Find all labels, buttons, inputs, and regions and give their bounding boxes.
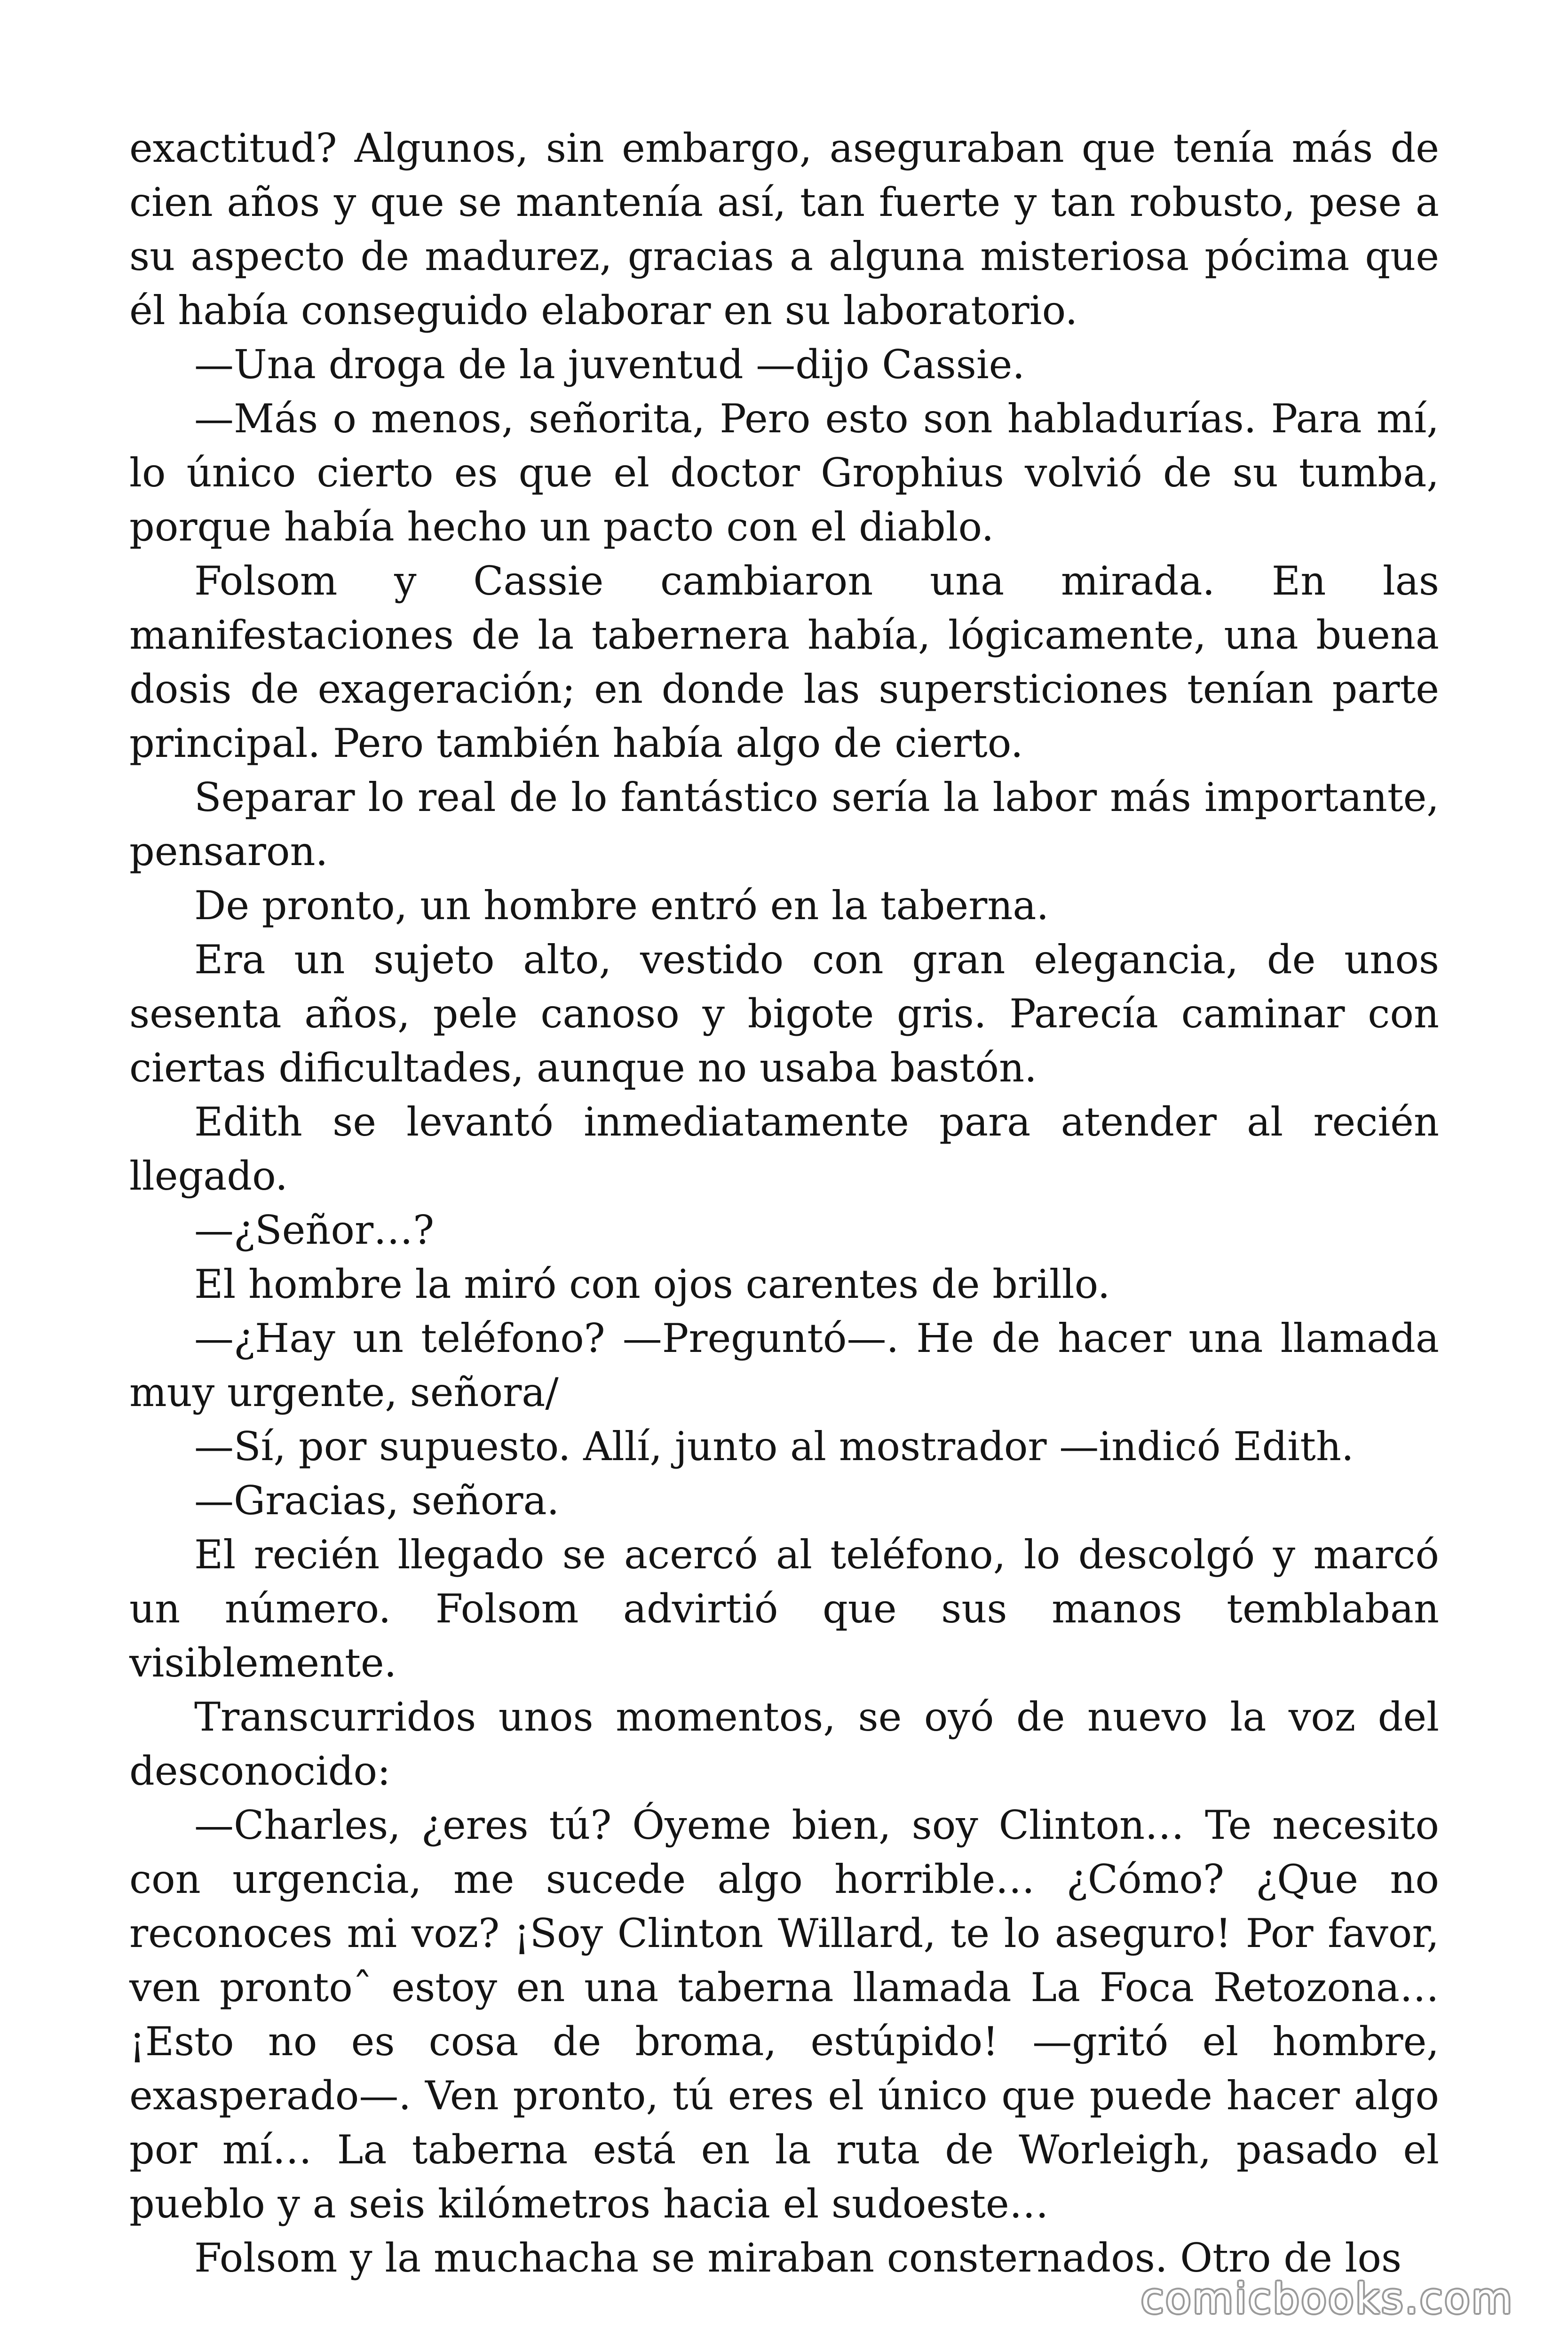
paragraph: Separar lo real de lo fantástico sería la labor más importante, pensaron. [129, 774, 1439, 874]
paragraph: —Sí, por supuesto. Allí, junto al mostrador —indicó Edith. [194, 1423, 1354, 1470]
paragraph: Transcurridos unos momentos, se oyó de nuevo la voz del desconocido: [129, 1694, 1439, 1794]
paragraph: —¿Señor…? [194, 1207, 435, 1253]
paragraph: Folsom y la muchacha se miraban consternados. Otro de los [194, 2235, 1402, 2281]
paragraph: Edith se levantó inmediatamente para atender al recién llegado. [129, 1099, 1439, 1199]
paragraph: —Una droga de la juventud —dijo Cassie. [194, 342, 1025, 388]
paragraph: —Gracias, señora. [194, 1478, 560, 1524]
paragraph: —Más o menos, señorita, Pero esto son habladurías. Para mí, lo único cierto es que el doctor Grophius volvió de su tumba, porque había hecho un pacto con el diablo. [129, 396, 1439, 550]
paragraph: Era un sujeto alto, vestido con gran elegancia, de unos sesenta años, pele canoso y bigote gris. Parecía caminar con ciertas dificultades, aunque no usaba bastón. [129, 937, 1439, 1091]
page-body-text [129, 121, 1439, 2285]
paragraph: —¿Hay un teléfono? —Preguntó—. He de hacer una llamada muy urgente, señora/ [129, 1315, 1439, 1415]
watermark-text: comicbooks.com [1140, 2274, 1514, 2323]
paragraph: Folsom y Cassie cambiaron una mirada. En las manifestaciones de la tabernera había, lógicamente, una buena dosis de exageración; en donde las supersticiones tenían parte principal. Pero también había algo de cierto. [129, 558, 1439, 766]
paragraph: —Charles, ¿eres tú? Óyeme bien, soy Clinton… Te necesito con urgencia, me sucede algo horrible… ¿Cómo? ¿Que no reconoces mi voz? ¡Soy Clinton Willard, te lo aseguro! Por favor, ven prontoˆ estoy en una taberna llamada La Foca Retozona… ¡Esto no es cosa de broma, estúpido! —gritó el hombre, exasperado—. Ven pronto, tú eres el único que puede hacer algo por mí… La taberna está en la ruta de Worleigh, pasado el pueblo y a seis kilómetros hacia el sudoeste… [129, 1802, 1439, 2227]
paragraph: El hombre la miró con ojos carentes de brillo. [194, 1261, 1110, 1307]
paragraph: El recién llegado se acercó al teléfono, lo descolgó y marcó un número. Folsom advirtió que sus manos temblaban visiblemente. [129, 1532, 1439, 1686]
paragraph: De pronto, un hombre entró en la taberna. [194, 882, 1049, 929]
paragraph: exactitud? Algunos, sin embargo, aseguraban que tenía más de cien años y que se mantenía así, tan fuerte y tan robusto, pese a su aspecto de madurez, gracias a alguna misteriosa pócima que él había conseguido elaborar en su laboratorio. [129, 125, 1439, 334]
